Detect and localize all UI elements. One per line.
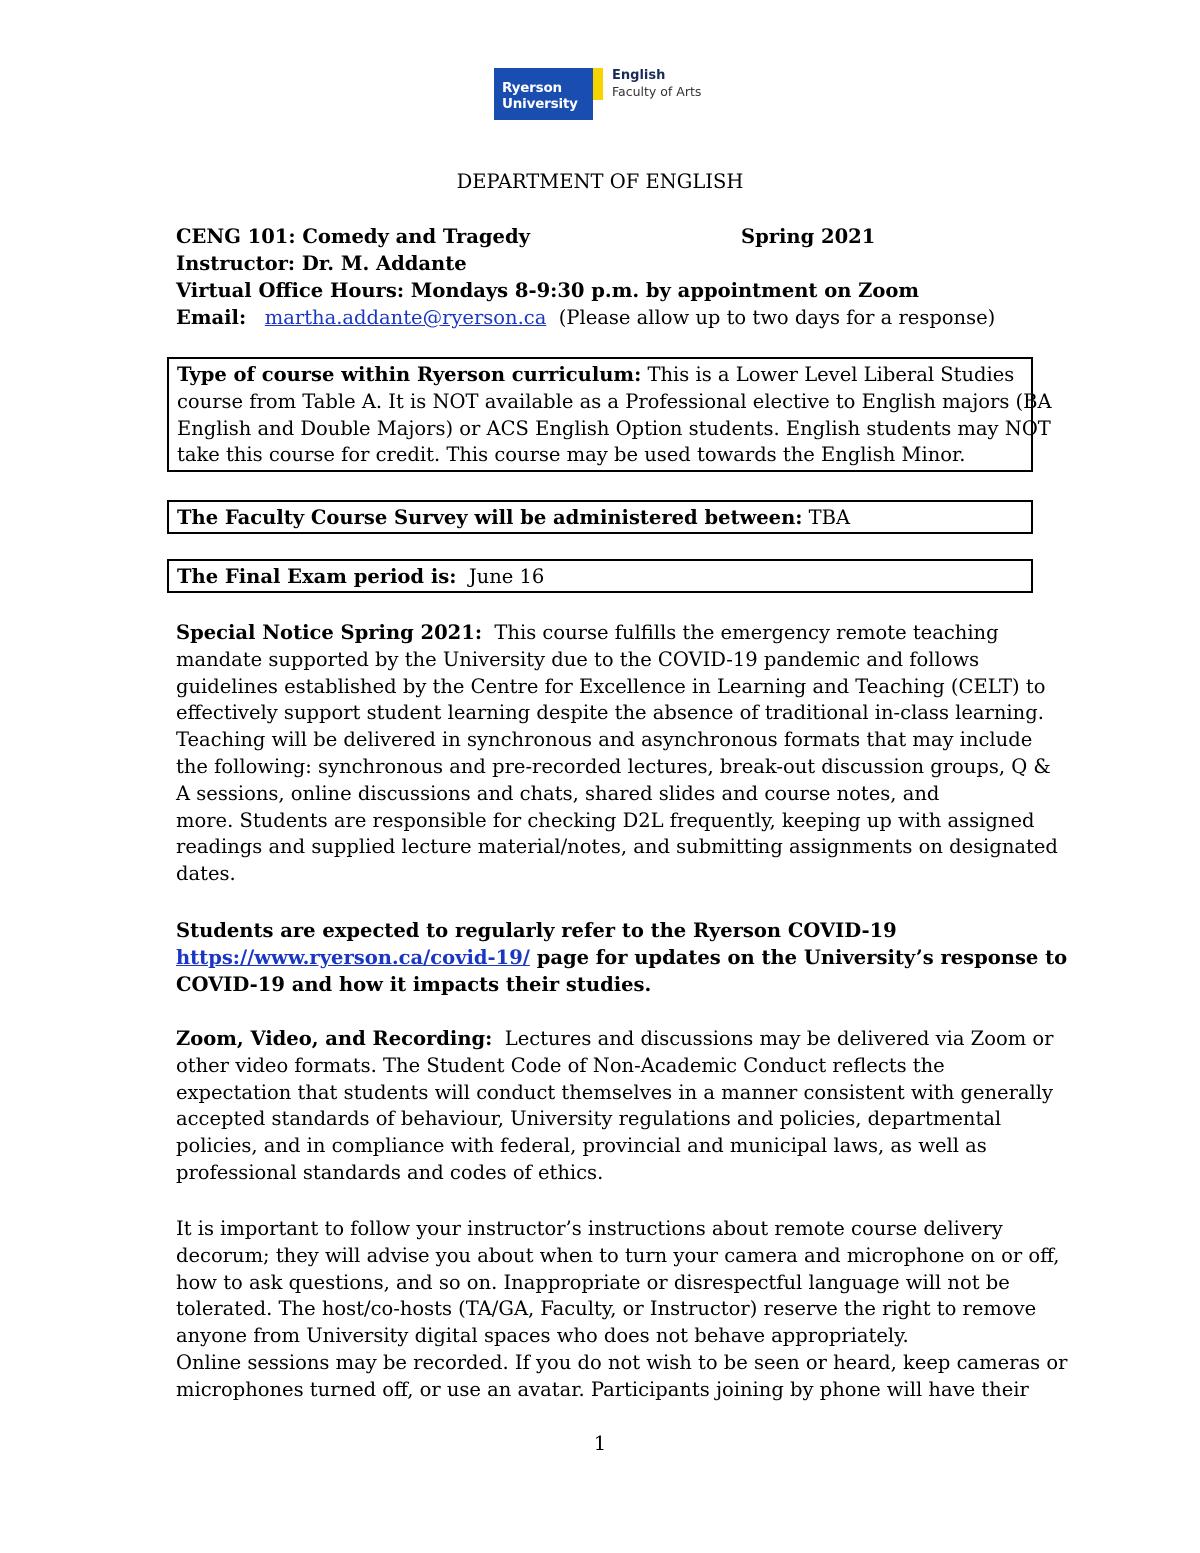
covid-notice-line1: Students are expected to regularly refer to the Ryerson COVID-19 bbox=[176, 919, 897, 942]
instructions-line: It is important to follow your instructor’s instructions about remote course delivery bbox=[176, 1217, 1003, 1240]
course-type-box bbox=[167, 357, 1052, 472]
survey-label: The Faculty Course Survey will be administered between: bbox=[177, 506, 803, 529]
course-type-line4: take this course for credit. This course may be used towards the English Minor. bbox=[177, 443, 966, 467]
instructions-line: tolerated. The host/co-hosts (TA/GA, Faculty, or Instructor) reserve the right to remove bbox=[176, 1297, 1037, 1321]
zoom-section bbox=[176, 1026, 1053, 1187]
logo-text bbox=[612, 68, 701, 100]
logo-dept: English bbox=[612, 68, 666, 83]
instructions-line: Online sessions may be recorded. If you do not wish to be seen or heard, keep cameras or bbox=[176, 1350, 1068, 1374]
zoom-line: Lectures and discussions may be delivered via Zoom or bbox=[492, 1027, 1054, 1050]
logo-blue-box bbox=[494, 68, 593, 120]
special-notice-line: This course fulfills the emergency remote teaching bbox=[482, 621, 999, 644]
covid-notice-line3: COVID-19 and how it impacts their studies. bbox=[176, 972, 652, 996]
special-notice bbox=[176, 620, 1058, 888]
covid-notice-line2: page for updates on the University’s response to bbox=[529, 945, 1068, 969]
instructions-section bbox=[176, 1216, 1067, 1404]
zoom-line: accepted standards of behaviour, University regulations and policies, departmental bbox=[176, 1107, 1002, 1131]
special-notice-line: effectively support student learning despite the absence of traditional in-class learning. bbox=[176, 701, 1044, 725]
survey-value: TBA bbox=[802, 506, 851, 529]
email-label: Email: bbox=[176, 306, 247, 329]
instructor: Instructor: Dr. M. Addante bbox=[176, 252, 467, 275]
department-heading: DEPARTMENT OF ENGLISH bbox=[456, 170, 744, 193]
course-term: Spring 2021 bbox=[741, 225, 876, 248]
email-line bbox=[176, 305, 995, 332]
special-notice-label: Special Notice Spring 2021: bbox=[176, 621, 483, 644]
instructions-line: how to ask questions, and so on. Inappropriate or disrespectful language will not be bbox=[176, 1270, 1010, 1294]
email-note: (Please allow up to two days for a response) bbox=[558, 306, 996, 329]
office-hours: Virtual Office Hours: Mondays 8-9:30 p.m. by appointment on Zoom bbox=[176, 279, 920, 302]
instructions-line: anyone from University digital spaces who does not behave appropriately. bbox=[176, 1324, 909, 1348]
exam-box bbox=[167, 559, 1033, 593]
logo-line2: University bbox=[502, 96, 578, 112]
special-notice-line: guidelines established by the Centre for Excellence in Learning and Teaching (CELT) to bbox=[176, 674, 1046, 698]
special-notice-line: Teaching will be delivered in synchronous and asynchronous formats that may include bbox=[176, 728, 1033, 752]
survey-box bbox=[167, 500, 1033, 534]
zoom-line: professional standards and codes of ethics. bbox=[176, 1160, 604, 1184]
exam-value: June 16 bbox=[456, 565, 545, 588]
exam-label: The Final Exam period is: bbox=[177, 565, 457, 588]
zoom-line: other video formats. The Student Code of Non-Academic Conduct reflects the bbox=[176, 1053, 945, 1077]
zoom-line: policies, and in compliance with federal, provincial and municipal laws, as well as bbox=[176, 1134, 987, 1158]
special-notice-line: the following: synchronous and pre-recorded lectures, break-out discussion groups, Q & bbox=[176, 754, 1051, 778]
instructions-line: decorum; they will advise you about when to turn your camera and microphone on or off, bbox=[176, 1243, 1060, 1267]
covid-link[interactable]: https://www.ryerson.ca/covid-19/ bbox=[176, 945, 530, 969]
special-notice-line: mandate supported by the University due to the COVID-19 pandemic and follows bbox=[176, 647, 980, 671]
logo-line1: Ryerson bbox=[502, 80, 562, 96]
zoom-line: expectation that students will conduct themselves in a manner consistent with generally bbox=[176, 1080, 1054, 1104]
email-link[interactable]: martha.addante@ryerson.ca bbox=[264, 306, 547, 329]
ryerson-logo bbox=[494, 68, 701, 120]
logo-yellow-bar bbox=[593, 68, 603, 100]
course-type-line3: English and Double Majors) or ACS English Option students. English students may NOT bbox=[177, 416, 1051, 440]
special-notice-line: more. Students are responsible for checking D2L frequently, keeping up with assigned bbox=[176, 808, 1035, 832]
course-type-line2: course from Table A. It is NOT available as a Professional elective to English majors (BA bbox=[177, 389, 1052, 413]
covid-notice bbox=[176, 918, 1067, 998]
course-type-label: Type of course within Ryerson curriculum: bbox=[177, 363, 642, 386]
course-type-line1: This is a Lower Level Liberal Studies bbox=[641, 363, 1015, 386]
logo-faculty: Faculty of Arts bbox=[612, 84, 702, 99]
special-notice-line: dates. bbox=[176, 862, 236, 886]
course-title: CENG 101: Comedy and Tragedy bbox=[176, 225, 530, 248]
special-notice-line: A sessions, online discussions and chats, shared slides and course notes, and bbox=[176, 781, 940, 805]
special-notice-line: readings and supplied lecture material/notes, and submitting assignments on designated bbox=[176, 835, 1058, 859]
page-number: 1 bbox=[593, 1432, 607, 1455]
instructions-line: microphones turned off, or use an avatar. Participants joining by phone will have their bbox=[176, 1377, 1029, 1401]
zoom-label: Zoom, Video, and Recording: bbox=[176, 1027, 493, 1050]
